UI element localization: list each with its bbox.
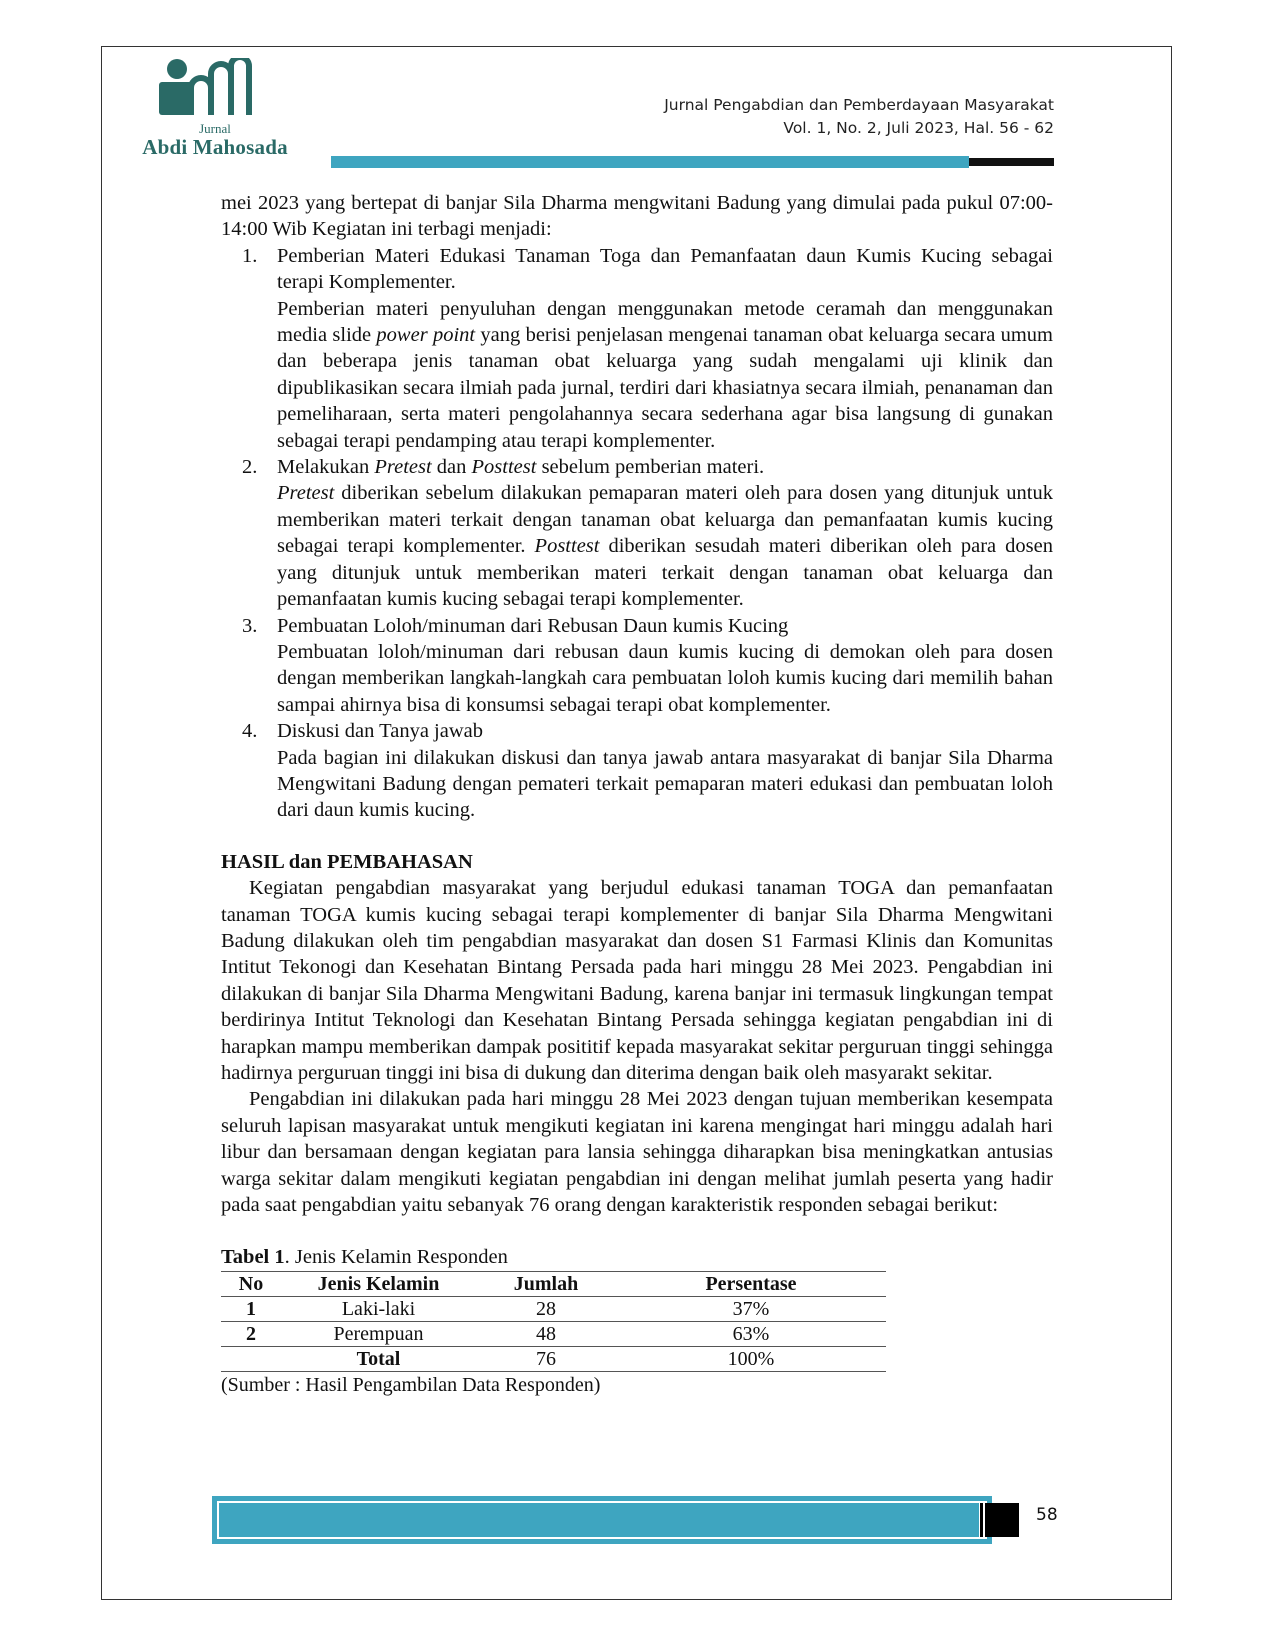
logo-mark-icon [135,58,295,120]
table-cell: 1 [221,1296,281,1321]
intro-paragraph: mei 2023 yang bertepat di banjar Sila Dharma mengwitani Badung yang dimulai pada pukul 07:00-14:00 Wib Kegiatan ini terbagi menjadi: [221,192,1053,241]
activity-list [221,243,1053,824]
logo-small-text: Jurnal [199,121,231,136]
main-content [221,190,1053,1398]
table-cell: 100% [616,1346,886,1371]
volume-info: Vol. 1, No. 2, Juli 2023, Hal. 56 - 62 [783,119,1054,137]
list-item-body: Pembuatan loloh/minuman dari rebusan daun kumis kucing di demokan oleh para dosen dengan memberikan langkah-langkah cara pembuatan loloh kumis kucing dari memilih bahan sampai ahirnya bisa di konsumsi sebagai terapi obat komplementer. [277,640,1053,716]
table-cell: Laki-laki [281,1296,476,1321]
list-item [221,243,1053,454]
column-header-no: No [221,1271,281,1296]
list-item [221,613,1053,719]
list-item [221,454,1053,612]
list-number: 2. [242,456,258,479]
footer-bar [219,1503,979,1537]
table-cell: 2 [221,1321,281,1346]
list-item-body: Pemberian materi penyuluhan dengan menggunakan metode ceramah dan menggunakan media slide power point yang berisi penjelasan mengenai tanaman obat keluarga secara umum dan beberapa jenis tanaman obat keluarga yang sudah mengalami uji klinik dan dipublikasikan secara ilmiah pada jurnal, terdiri dari khasiatnya secara ilmiah, penanaman dan pemeliharaan, serta materi pengolahannya secara sederhana agar bisa langsung di gunakan sebagai terapi pendamping atau terapi komplementer. [277,297,1053,452]
table-cell: 28 [476,1296,616,1321]
table-cell [221,1346,281,1371]
table-cell: 37% [616,1296,886,1321]
column-header-gender: Jenis Kelamin [281,1271,476,1296]
column-header-count: Jumlah [476,1271,616,1296]
header-bar-accent [969,158,1054,166]
list-item-body: Pretest diberikan sebelum dilakukan pemaparan materi oleh para dosen yang ditunjuk untuk memberikan materi terkait dengan tanaman obat keluarga dan pemanfaatan kumis kucing sebagai terapi komplementer. Posttest diberikan sesudah materi diberikan oleh para dosen yang ditunjuk untuk memberikan materi terkait dengan tanaman obat keluarga dan pemanfaatan kumis kucing sebagai terapi komplementer. [277,482,1053,611]
table-caption: Tabel 1. Jenis Kelamin Responden [221,1246,508,1269]
logo-name: Abdi Mahosada [142,135,288,159]
table-cell: 48 [476,1321,616,1346]
table-cell: Perempuan [281,1321,476,1346]
journal-title: Jurnal Pengabdian dan Pemberdayaan Masyarakat [664,96,1054,114]
column-header-percent: Persentase [616,1271,886,1296]
section-heading: HASIL dan PEMBAHASAN [221,850,473,873]
list-item-body: Pada bagian ini dilakukan diskusi dan tanya jawab antara masyarakat di banjar Sila Dharma Mengwitani Badung dengan pemateri terkait pemaparan materi edukasi dan pembuatan loloh dari daun kumis kucing. [277,746,1053,822]
list-number: 3. [242,614,258,637]
list-item [221,718,1053,824]
table-source: (Sumber : Hasil Pengambilan Data Responden) [221,1373,601,1396]
running-header [664,94,1054,140]
results-paragraph-2: Pengabdian ini dilakukan pada hari minggu 28 Mei 2023 dengan tujuan memberikan kesempata seluruh lapisan masyarakat untuk mengikuti kegiatan ini karena mengingat hari minggu adalah hari libur dan bersamaan dengan kegiatan para lansia sehingga diharapkan bisa meningkatkan antusias warga sekitar dalam mengikuti kegiatan pengabdian ini dengan melihat jumlah peserta yang hadir pada saat pengabdian yaitu sebanyak 76 orang dengan karakteristik responden sebagai berikut: [221,1088,1053,1217]
total-label: Total [281,1346,476,1371]
respondent-gender-table [221,1271,886,1372]
table-row [221,1321,886,1346]
table-total-row [221,1346,886,1371]
table-header-row [221,1271,886,1296]
footer-accent-block [985,1503,1019,1537]
table-row [221,1296,886,1321]
footer-accent-line [980,1503,983,1537]
page-number: 58 [1036,1505,1058,1525]
list-item-title: Pembuatan Loloh/minuman dari Rebusan Daun kumis Kucing [277,614,789,637]
table-cell: 63% [616,1321,886,1346]
list-item-title: Pemberian Materi Edukasi Tanaman Toga dan Pemanfaatan daun Kumis Kucing sebagai terapi Komplementer. [277,244,1053,294]
list-number: 1. [242,244,258,267]
journal-logo [135,58,295,163]
table-cell: 76 [476,1346,616,1371]
results-paragraph-1: Kegiatan pengabdian masyarakat yang berjudul edukasi tanaman TOGA dan pemanfaatan tanaman TOGA kumis kucing sebagai terapi komplementer di banjar Sila Dharma Mengwitani Badung dilakukan oleh tim pengabdian masyarakat dan dosen S1 Farmasi Klinis dan Komunitas Intitut Tekonogi dan Kesehatan Bintang Persada pada hari minggu 28 Mei 2023. Pengabdian ini dilakukan di banjar Sila Dharma Mengwitani Badung, karena banjar ini termasuk lingkungan tempat berdirinya Intitut Teknologi dan Kesehatan Bintang Persada sehingga kegiatan pengabdian ini di harapkan mampu memberikan dampak posititif kepada masyarakat sekitar perguruan tinggi sehingga hadirnya perguruan tinggi ini bisa di dukung dan diterima dengan baik oleh masyarakt sekitar. [221,877,1053,1084]
header-bar [331,156,969,168]
list-item-title: Melakukan Pretest dan Posttest sebelum pemberian materi. [277,456,765,479]
list-item-title: Diskusi dan Tanya jawab [277,720,483,743]
list-number: 4. [242,720,258,743]
